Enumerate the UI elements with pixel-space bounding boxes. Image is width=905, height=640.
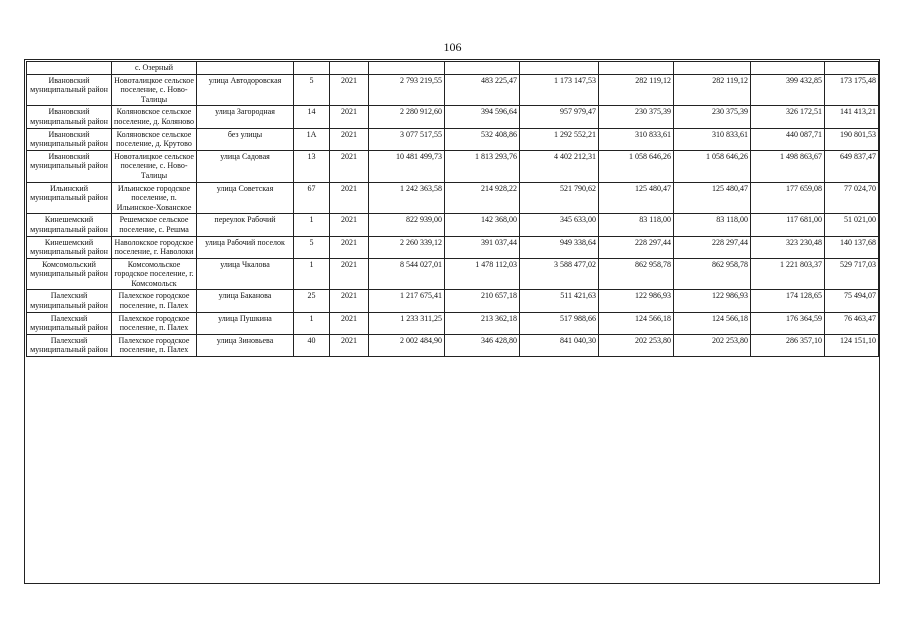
cell-amount-3: 3 588 477,02: [520, 258, 599, 290]
cell-house-number: 5: [294, 74, 330, 106]
cell-amount-6: 177 659,08: [751, 182, 825, 214]
cell-year: 2021: [330, 128, 369, 150]
cell-settlement: Коляновское сельское поселение, д. Крутово: [112, 128, 197, 150]
cell-amount-5: 282 119,12: [674, 74, 751, 106]
cell-year: 2021: [330, 150, 369, 182]
cell-amount-3: 4 402 212,31: [520, 150, 599, 182]
cell-amount-4: 83 118,00: [599, 214, 674, 236]
cell-amount-2: 1 478 112,03: [445, 258, 520, 290]
cell-house-number: 14: [294, 106, 330, 128]
table-row: [27, 334, 879, 356]
cell-year: 2021: [330, 334, 369, 356]
cell-amount-6: 1 221 803,37: [751, 258, 825, 290]
cell-amount-7: 124 151,10: [825, 334, 879, 356]
cell-amount-4: 228 297,44: [599, 236, 674, 258]
cell-amount-total: 2 280 912,60: [369, 106, 445, 128]
cell-amount-5: 125 480,47: [674, 182, 751, 214]
cell-house-number: 1А: [294, 128, 330, 150]
cell-settlement: Ильинское городское поселение, п. Ильинское-Хованское: [112, 182, 197, 214]
cell-district: Ивановский муниципальный район: [27, 106, 112, 128]
cell-amount-5: 122 986,93: [674, 290, 751, 312]
cell-district: Палехский муниципальный район: [27, 334, 112, 356]
cell-amount-7: 190 801,53: [825, 128, 879, 150]
cell-street: улица Рабочий поселок: [197, 236, 294, 258]
cell-street: без улицы: [197, 128, 294, 150]
cell-amount-total: 3 077 517,55: [369, 128, 445, 150]
cell-district: Комсомольский муниципальный район: [27, 258, 112, 290]
cell-street: переулок Рабочий: [197, 214, 294, 236]
cell-amount-5: 83 118,00: [674, 214, 751, 236]
cell-district: [27, 62, 112, 75]
cell-year: 2021: [330, 106, 369, 128]
cell-amount-total: 2 002 484,90: [369, 334, 445, 356]
cell-amount-5: 228 297,44: [674, 236, 751, 258]
cell-street: улица Советская: [197, 182, 294, 214]
cell-house-number: 13: [294, 150, 330, 182]
cell-amount-2: 210 657,18: [445, 290, 520, 312]
cell-amount-2: 394 596,64: [445, 106, 520, 128]
cell-amount-7: 529 717,03: [825, 258, 879, 290]
cell-house-number: 25: [294, 290, 330, 312]
cell-amount-3: 1 173 147,53: [520, 74, 599, 106]
cell-amount-4: 125 480,47: [599, 182, 674, 214]
cell-house-number: 40: [294, 334, 330, 356]
cell-house-number: 1: [294, 312, 330, 334]
cell-amount-6: 440 087,71: [751, 128, 825, 150]
continuation-row: [27, 62, 879, 75]
cell-street: улица Садовая: [197, 150, 294, 182]
cell-amount-5: 1 058 646,26: [674, 150, 751, 182]
cell-amount-6: 399 432,85: [751, 74, 825, 106]
cell-amount-3: 957 979,47: [520, 106, 599, 128]
cell-amount-6: 286 357,10: [751, 334, 825, 356]
cell-street: улица Баканова: [197, 290, 294, 312]
cell-amount-2: 483 225,47: [445, 74, 520, 106]
cell-street: улица Пушкина: [197, 312, 294, 334]
cell-year: 2021: [330, 258, 369, 290]
cell-amount-6: 326 172,51: [751, 106, 825, 128]
cell-year: 2021: [330, 214, 369, 236]
cell-amount-total: 2 793 219,55: [369, 74, 445, 106]
cell-amount-4: 124 566,18: [599, 312, 674, 334]
cell-settlement: Новоталицкое сельское поселение, с. Ново-Талицы: [112, 150, 197, 182]
table-row: [27, 74, 879, 106]
cell-district: Ивановский муниципальный район: [27, 128, 112, 150]
cell-street: улица Автодоровская: [197, 74, 294, 106]
cell-district: Палехский муниципальный район: [27, 290, 112, 312]
cell-amount-3: 511 421,63: [520, 290, 599, 312]
cell-district: Ильинский муниципальный район: [27, 182, 112, 214]
cell-amount-4: 202 253,80: [599, 334, 674, 356]
table-row: [27, 106, 879, 128]
cell-street: улица Зиновьева: [197, 334, 294, 356]
cell-amount-7: 173 175,48: [825, 74, 879, 106]
cell-year: 2021: [330, 290, 369, 312]
cell-amount-4: 1 058 646,26: [599, 150, 674, 182]
cell-settlement: Палехское городское поселение, п. Палех: [112, 334, 197, 356]
cell-settlement: Новоталицкое сельское поселение, с. Ново-Талицы: [112, 74, 197, 106]
cell-amount-2: 142 368,00: [445, 214, 520, 236]
cell-year: 2021: [330, 312, 369, 334]
cell-district: Кинешемский муниципальный район: [27, 236, 112, 258]
cell-amount-2: 214 928,22: [445, 182, 520, 214]
cell-amount-7: 141 413,21: [825, 106, 879, 128]
cell-amount-total: 2 260 339,12: [369, 236, 445, 258]
table-row: [27, 150, 879, 182]
cell-amount-7: 77 024,70: [825, 182, 879, 214]
cell-amount-2: 391 037,44: [445, 236, 520, 258]
cell-amount-7: 75 494,07: [825, 290, 879, 312]
cell-amount-total: 822 939,00: [369, 214, 445, 236]
cell-house-number: 67: [294, 182, 330, 214]
cell-amount-7: 649 837,47: [825, 150, 879, 182]
cell-amount-3: 345 633,00: [520, 214, 599, 236]
cell-amount-4: 282 119,12: [599, 74, 674, 106]
cell-amount-4: 230 375,39: [599, 106, 674, 128]
cell-settlement: Решемское сельское поселение, с. Решма: [112, 214, 197, 236]
housing-registry-table: [26, 61, 879, 357]
table-row: [27, 290, 879, 312]
cell-year: 2021: [330, 182, 369, 214]
cell-settlement: Коляновское сельское поселение, д. Коляново: [112, 106, 197, 128]
cell-amount-6: 174 128,65: [751, 290, 825, 312]
cell-amount-7: 51 021,00: [825, 214, 879, 236]
cell-amount-6: 117 681,00: [751, 214, 825, 236]
cell-amount-7: 76 463,47: [825, 312, 879, 334]
cell-amount-2: 213 362,18: [445, 312, 520, 334]
cell-street: улица Чкалова: [197, 258, 294, 290]
cell-street: улица Загородная: [197, 106, 294, 128]
cell-amount-4: 122 986,93: [599, 290, 674, 312]
cell-amount-2: 532 408,86: [445, 128, 520, 150]
cell-house-number: 1: [294, 214, 330, 236]
table-row: [27, 236, 879, 258]
table-row: [27, 258, 879, 290]
cell-settlement: с. Озерный: [112, 62, 197, 75]
table-row: [27, 214, 879, 236]
page-number: 106: [443, 40, 462, 54]
cell-settlement: Наволокское городское поселение, г. Наволоки: [112, 236, 197, 258]
cell-amount-4: 862 958,78: [599, 258, 674, 290]
cell-amount-total: 8 544 027,01: [369, 258, 445, 290]
cell-amount-5: 862 958,78: [674, 258, 751, 290]
cell-amount-6: 1 498 863,67: [751, 150, 825, 182]
cell-house-number: 5: [294, 236, 330, 258]
cell-amount-6: 176 364,59: [751, 312, 825, 334]
cell-amount-5: 124 566,18: [674, 312, 751, 334]
cell-amount-7: 140 137,68: [825, 236, 879, 258]
cell-year: 2021: [330, 74, 369, 106]
cell-amount-total: 1 233 311,25: [369, 312, 445, 334]
cell-year: 2021: [330, 236, 369, 258]
cell-amount-3: 517 988,66: [520, 312, 599, 334]
cell-house-number: 1: [294, 258, 330, 290]
cell-amount-3: 1 292 552,21: [520, 128, 599, 150]
cell-settlement: Палехское городское поселение, п. Палех: [112, 312, 197, 334]
cell-amount-4: 310 833,61: [599, 128, 674, 150]
cell-amount-3: 841 040,30: [520, 334, 599, 356]
table-row: [27, 128, 879, 150]
cell-amount-5: 310 833,61: [674, 128, 751, 150]
cell-amount-3: 949 338,64: [520, 236, 599, 258]
cell-amount-total: 1 217 675,41: [369, 290, 445, 312]
cell-district: Кинешемский муниципальный район: [27, 214, 112, 236]
cell-district: Ивановский муниципальный район: [27, 150, 112, 182]
cell-amount-5: 230 375,39: [674, 106, 751, 128]
cell-amount-total: 1 242 363,58: [369, 182, 445, 214]
cell-amount-3: 521 790,62: [520, 182, 599, 214]
cell-settlement: Палехское городское поселение, п. Палех: [112, 290, 197, 312]
cell-settlement: Комсомольское городское поселение, г. Комсомольск: [112, 258, 197, 290]
cell-amount-total: 10 481 499,73: [369, 150, 445, 182]
cell-amount-5: 202 253,80: [674, 334, 751, 356]
table-row: [27, 312, 879, 334]
cell-amount-6: 323 230,48: [751, 236, 825, 258]
cell-amount-2: 1 813 293,76: [445, 150, 520, 182]
cell-district: Ивановский муниципальный район: [27, 74, 112, 106]
cell-district: Палехский муниципальный район: [27, 312, 112, 334]
cell-amount-2: 346 428,80: [445, 334, 520, 356]
table-row: [27, 182, 879, 214]
